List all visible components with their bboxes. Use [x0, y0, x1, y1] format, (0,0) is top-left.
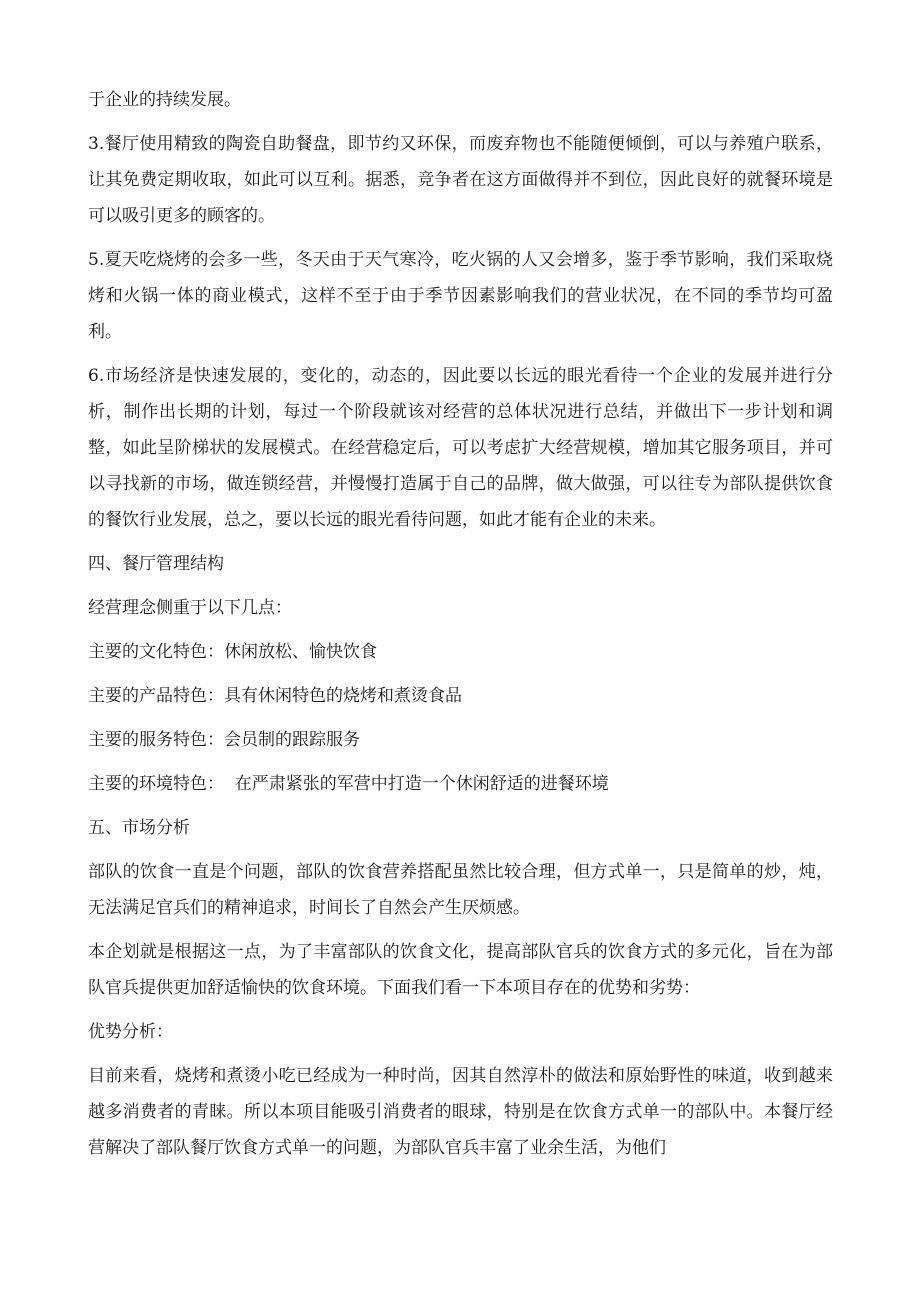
paragraph-service-feature: 主要的服务特色：会员制的跟踪服务: [88, 730, 360, 750]
paragraph-item-6: 6.市场经济是快速发展的，变化的，动态的，因此要以长远的眼光看待一个企业的发展并进行分析，制作出长期的计划，每过一个阶段就该对经营的总体状况进行总结，并做出下一步计划和调整，如此呈阶梯状的发展模式。在经营稳定后，可以考虑扩大经营规模，增加其它服务项目，并可以寻找新的市场，做连锁经营，并慢慢打造属于自己的品牌，做大做强，可以往专为部队提供饮食的餐饮行业发展，总之，要以长远的眼光看待问题，如此才能有企业的未来。: [88, 366, 833, 530]
paragraph-item-5: 5.夏天吃烧烤的会多一些，冬天由于天气寒冷，吃火锅的人又会增多，鉴于季节影响，我们采取烧烤和火锅一体的商业模式，这样不至于由于季节因素影响我们的营业状况，在不同的季节均可盈利。: [88, 250, 833, 342]
section-heading-management: 四、餐厅管理结构: [88, 554, 224, 574]
paragraph-environment-feature: 主要的环境特色： 在严肃紧张的军营中打造一个休闲舒适的进餐环境: [88, 774, 609, 794]
paragraph-continuation: 于企业的持续发展。: [88, 90, 241, 110]
paragraph-advantage-heading: 优势分析：: [88, 1022, 173, 1042]
paragraph-item-3: 3.餐厅使用精致的陶瓷自助餐盘，即节约又环保，而废弃物也不能随便倾倒，可以与养殖户联系，让其免费定期收取，如此可以互利。据悉，竞争者在这方面做得并不到位，因此良好的就餐环境是可以吸引更多的顾客的。: [88, 134, 833, 226]
paragraph-advantage-analysis: 目前来看，烧烤和煮烫小吃已经成为一种时尚，因其自然淳朴的做法和原始野性的味道，收到越来越多消费者的青睐。所以本项目能吸引消费者的眼球，特别是在饮食方式单一的部队中。本餐厅经营解决了部队餐厅饮食方式单一的问题，为部队官兵丰富了业余生活，为他们: [88, 1066, 833, 1158]
paragraph-product-feature: 主要的产品特色：具有休闲特色的烧烤和煮烫食品: [88, 686, 462, 706]
section-heading-market: 五、市场分析: [88, 818, 190, 838]
paragraph-market-problem: 部队的饮食一直是个问题，部队的饮食营养搭配虽然比较合理，但方式单一，只是简单的炒，炖，无法满足官兵们的精神追求，时间长了自然会产生厌烦感。: [88, 862, 833, 918]
paragraph-philosophy-intro: 经营理念侧重于以下几点：: [88, 598, 292, 618]
paragraph-plan-purpose: 本企划就是根据这一点，为了丰富部队的饮食文化，提高部队官兵的饮食方式的多元化，旨在为部队官兵提供更加舒适愉快的饮食环境。下面我们看一下本项目存在的优势和劣势：: [88, 942, 833, 998]
document-body: [88, 82, 833, 1174]
paragraph-culture-feature: 主要的文化特色：休闲放松、愉快饮食: [88, 642, 377, 662]
